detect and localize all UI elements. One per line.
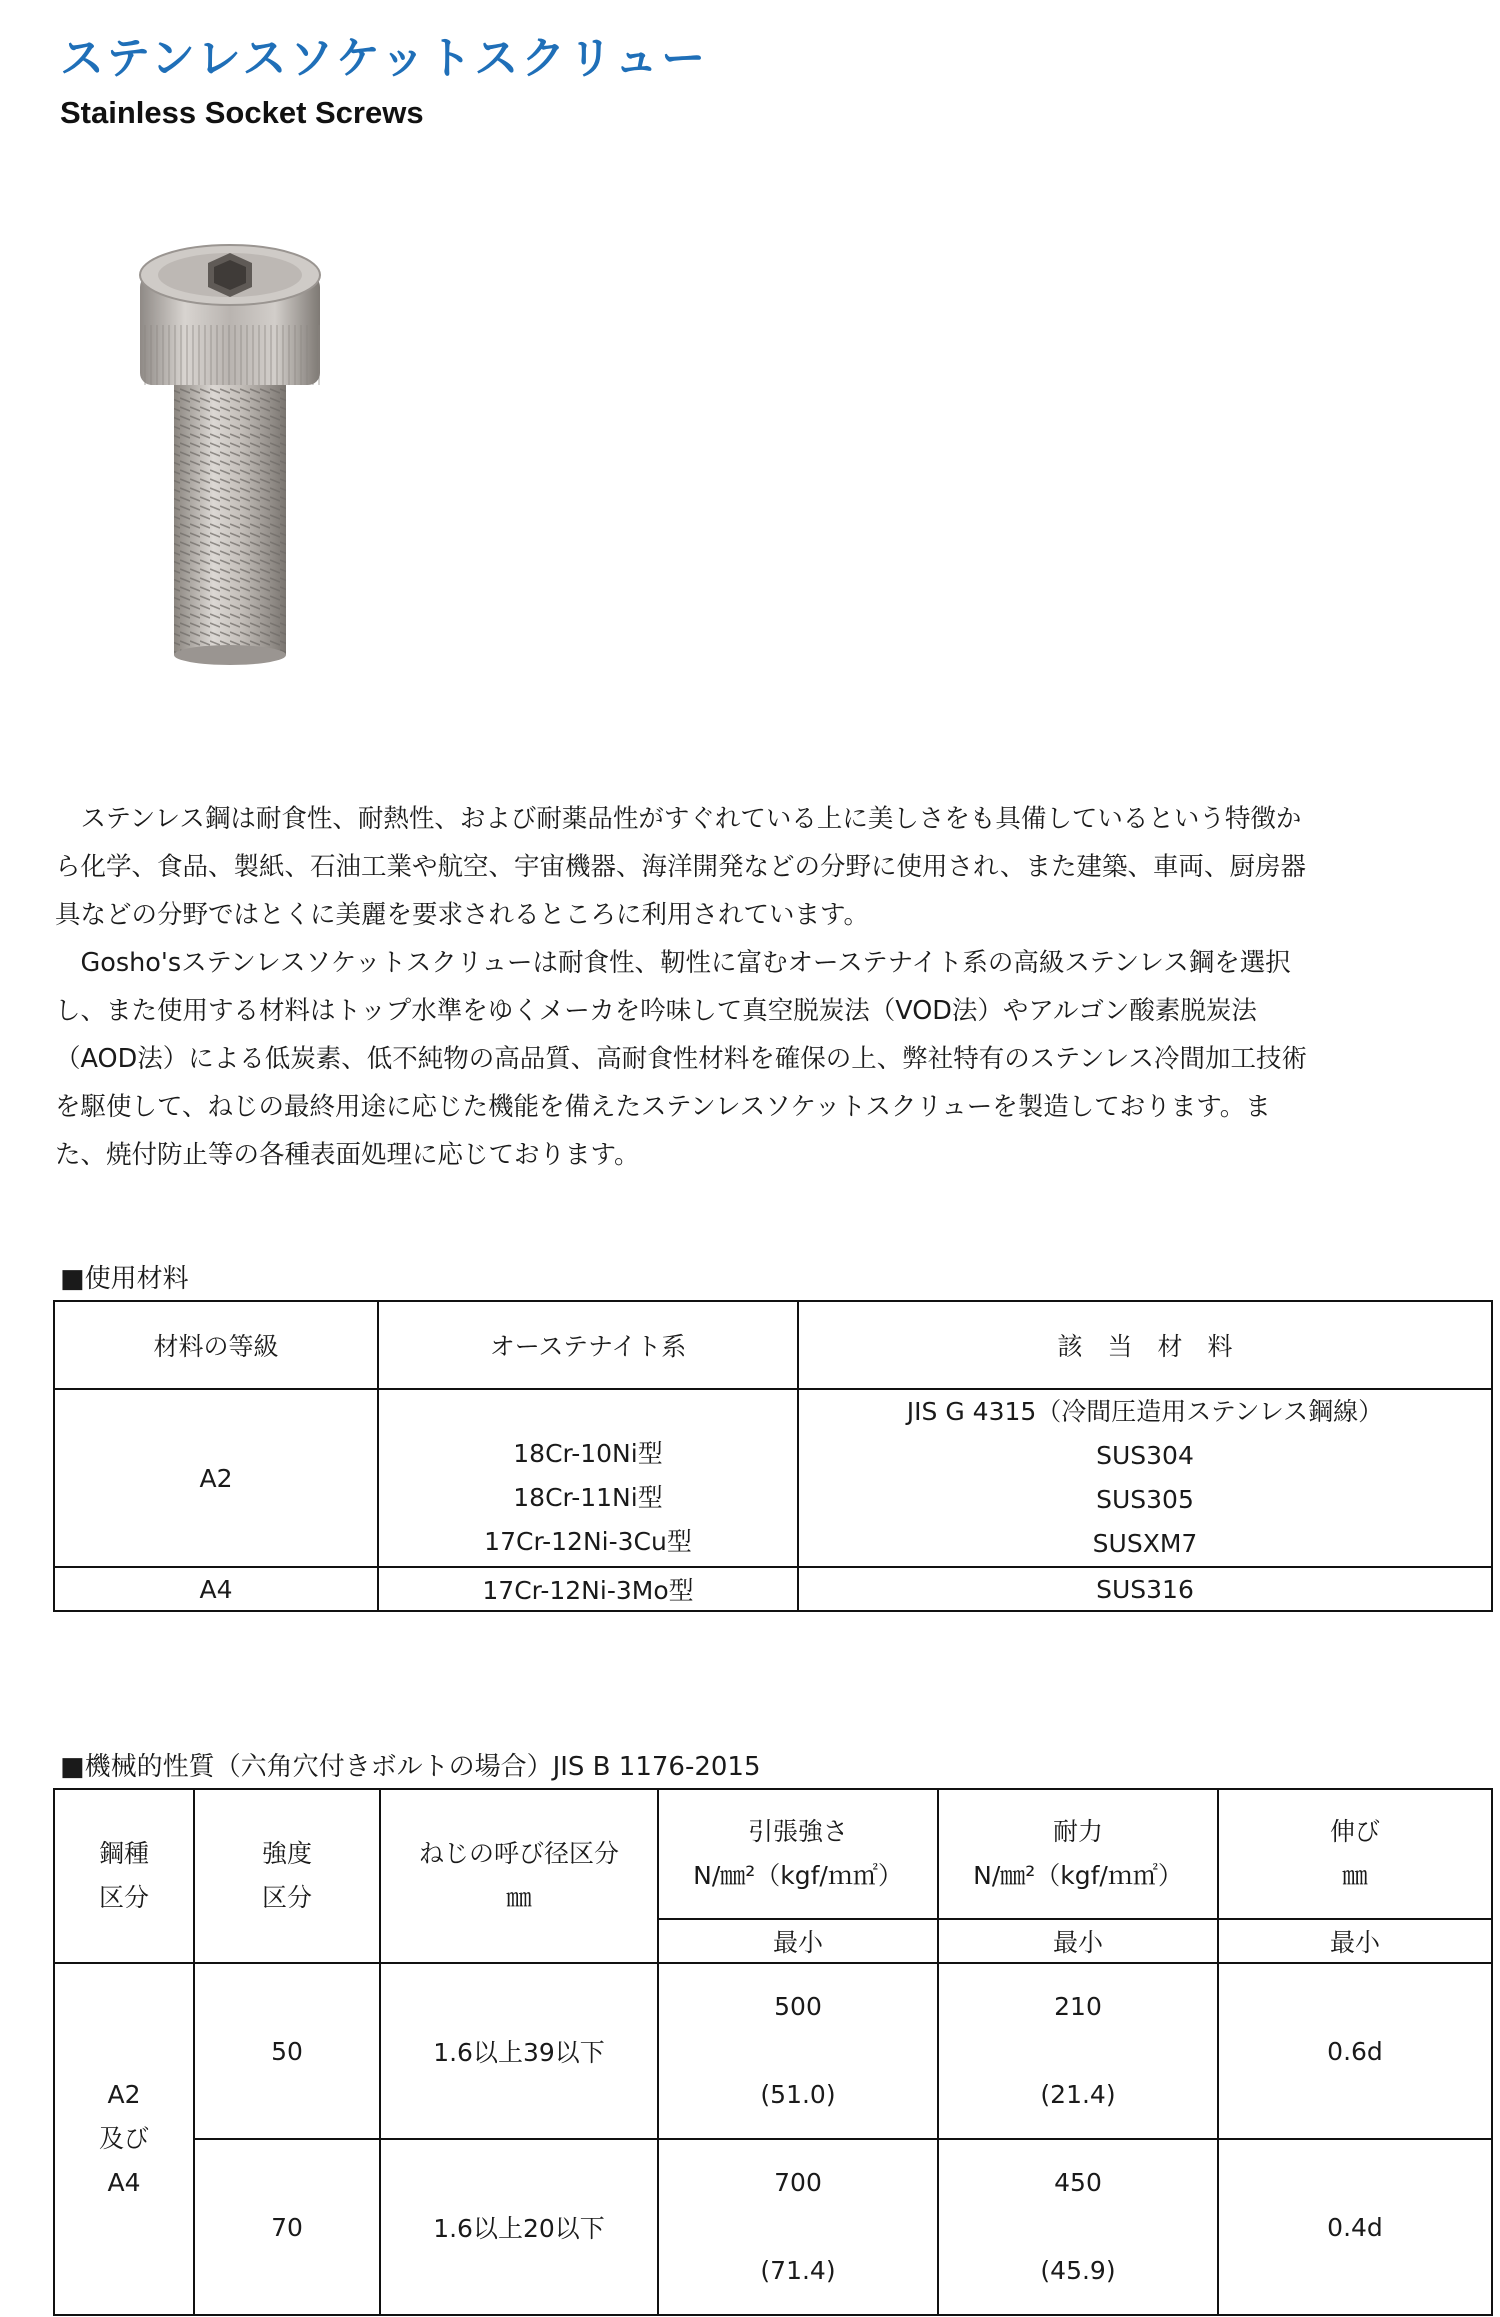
intro-line: た、焼付防止等の各種表面処理に応じております。 — [55, 1140, 640, 1170]
min-label: 最小 — [658, 1919, 938, 1963]
intro-text — [55, 795, 1495, 1179]
material-item: SUS304 — [1096, 1441, 1194, 1470]
table-row — [54, 2139, 1492, 2315]
header-grade: 材料の等級 — [54, 1301, 378, 1389]
table-header-row — [54, 1789, 1492, 1919]
header-line: 区分 — [261, 1883, 312, 1912]
min-label: 最小 — [938, 1919, 1218, 1963]
material-item: SUSXM7 — [1092, 1529, 1198, 1558]
materials-cell — [798, 1389, 1492, 1567]
header-line: 伸び — [1329, 1817, 1380, 1846]
grade-cell: A4 — [54, 1567, 378, 1611]
material-item: SUS305 — [1096, 1485, 1194, 1514]
mechanical-table — [53, 1788, 1493, 2316]
header-line: 強度 — [261, 1839, 312, 1868]
header-line: 区分 — [98, 1883, 149, 1912]
header-line: 耐力 — [1052, 1817, 1103, 1846]
page-subtitle: Stainless Socket Screws — [60, 95, 424, 130]
header-steel-class — [54, 1789, 194, 1963]
strength-cell: 70 — [194, 2139, 380, 2315]
intro-line: （AOD法）による低炭素、低不純物の高品質、高耐食性材料を確保の上、弊社特有のステンレス冷間加工技術 — [55, 1044, 1308, 1074]
yield-value: 210 — [1054, 1992, 1102, 2021]
header-line: 引張強さ — [747, 1817, 848, 1846]
yield-kgf-value: (21.4) — [1040, 2080, 1116, 2109]
steel-group-cell — [54, 1963, 194, 2315]
table-row — [54, 1963, 1492, 2139]
page-title: ステンレスソケットスクリュー — [60, 33, 709, 84]
steel-group-line: 及び — [98, 2124, 149, 2153]
table-row — [54, 1567, 1492, 1611]
materials-table — [53, 1300, 1493, 1612]
tensile-cell — [658, 1963, 938, 2139]
type-item: 18Cr-11Ni型 — [513, 1483, 663, 1512]
material-item: JIS G 4315（冷間圧造用ステンレス鋼線） — [906, 1397, 1384, 1426]
intro-line: し、また使用する材料はトップ水準をゆくメーカを吟味して真空脱炭法（VOD法）やアルゴン酸素脱炭法 — [55, 996, 1257, 1026]
header-diameter — [380, 1789, 658, 1963]
header-line: 鋼種 — [98, 1839, 149, 1868]
tensile-kgf-value: (51.0) — [760, 2080, 836, 2109]
header-line: ㎜ — [506, 1883, 532, 1912]
materials-section-title: ■使用材料 — [60, 1264, 189, 1294]
intro-line: ら化学、食品、製紙、石油工業や航空、宇宙機器、海洋開発などの分野に使用され、また建築、車両、厨房器 — [55, 852, 1307, 882]
yield-cell — [938, 2139, 1218, 2315]
header-elongation — [1218, 1789, 1492, 1919]
steel-group-line: A4 — [107, 2168, 141, 2197]
diameter-cell: 1.6以上39以下 — [380, 1963, 658, 2139]
tensile-kgf-value: (71.4) — [760, 2256, 836, 2285]
steel-group-line: A2 — [107, 2080, 141, 2109]
table-header-row — [54, 1301, 1492, 1389]
yield-kgf-value: (45.9) — [1040, 2256, 1116, 2285]
yield-cell — [938, 1963, 1218, 2139]
intro-line: Gosho'sステンレスソケットスクリューは耐食性、靭性に富むオーステナイト系の高級ステンレス鋼を選択 — [55, 948, 1291, 978]
types-cell — [378, 1389, 798, 1567]
table-row — [54, 1389, 1492, 1567]
header-strength-class — [194, 1789, 380, 1963]
elongation-cell: 0.4d — [1218, 2139, 1492, 2315]
strength-cell: 50 — [194, 1963, 380, 2139]
intro-line: を駆使して、ねじの最終用途に応じた機能を備えたステンレスソケットスクリューを製造しております。ま — [55, 1092, 1271, 1122]
tensile-cell — [658, 2139, 938, 2315]
type-item: 17Cr-12Ni-3Cu型 — [484, 1527, 692, 1556]
header-line: ㎜ — [1342, 1861, 1368, 1890]
intro-line: ステンレス鋼は耐食性、耐熱性、および耐薬品性がすぐれている上に美しさをも具備しているという特徴か — [55, 804, 1302, 834]
mechanical-section-title: ■機械的性質（六角穴付きボルトの場合）JIS B 1176-2015 — [60, 1752, 761, 1782]
min-label: 最小 — [1218, 1919, 1492, 1963]
socket-screw-image — [130, 235, 330, 675]
header-material: 該 当 材 料 — [798, 1301, 1492, 1389]
types-cell: 17Cr-12Ni-3Mo型 — [378, 1567, 798, 1611]
tensile-value: 500 — [774, 1992, 822, 2021]
tensile-value: 700 — [774, 2168, 822, 2197]
header-line: N/㎜²（kgf/ｍ㎡） — [693, 1861, 903, 1890]
yield-value: 450 — [1054, 2168, 1102, 2197]
grade-cell: A2 — [54, 1389, 378, 1567]
materials-cell: SUS316 — [798, 1567, 1492, 1611]
intro-line: 具などの分野ではとくに美麗を要求されるところに利用されています。 — [55, 900, 869, 930]
header-tensile — [658, 1789, 938, 1919]
diameter-cell: 1.6以上20以下 — [380, 2139, 658, 2315]
header-austenitic: オーステナイト系 — [378, 1301, 798, 1389]
header-line: N/㎜²（kgf/ｍ㎡） — [973, 1861, 1183, 1890]
elongation-cell: 0.6d — [1218, 1963, 1492, 2139]
header-yield — [938, 1789, 1218, 1919]
header-line: ねじの呼び径区分 — [418, 1839, 619, 1868]
type-item: 18Cr-10Ni型 — [513, 1439, 663, 1468]
